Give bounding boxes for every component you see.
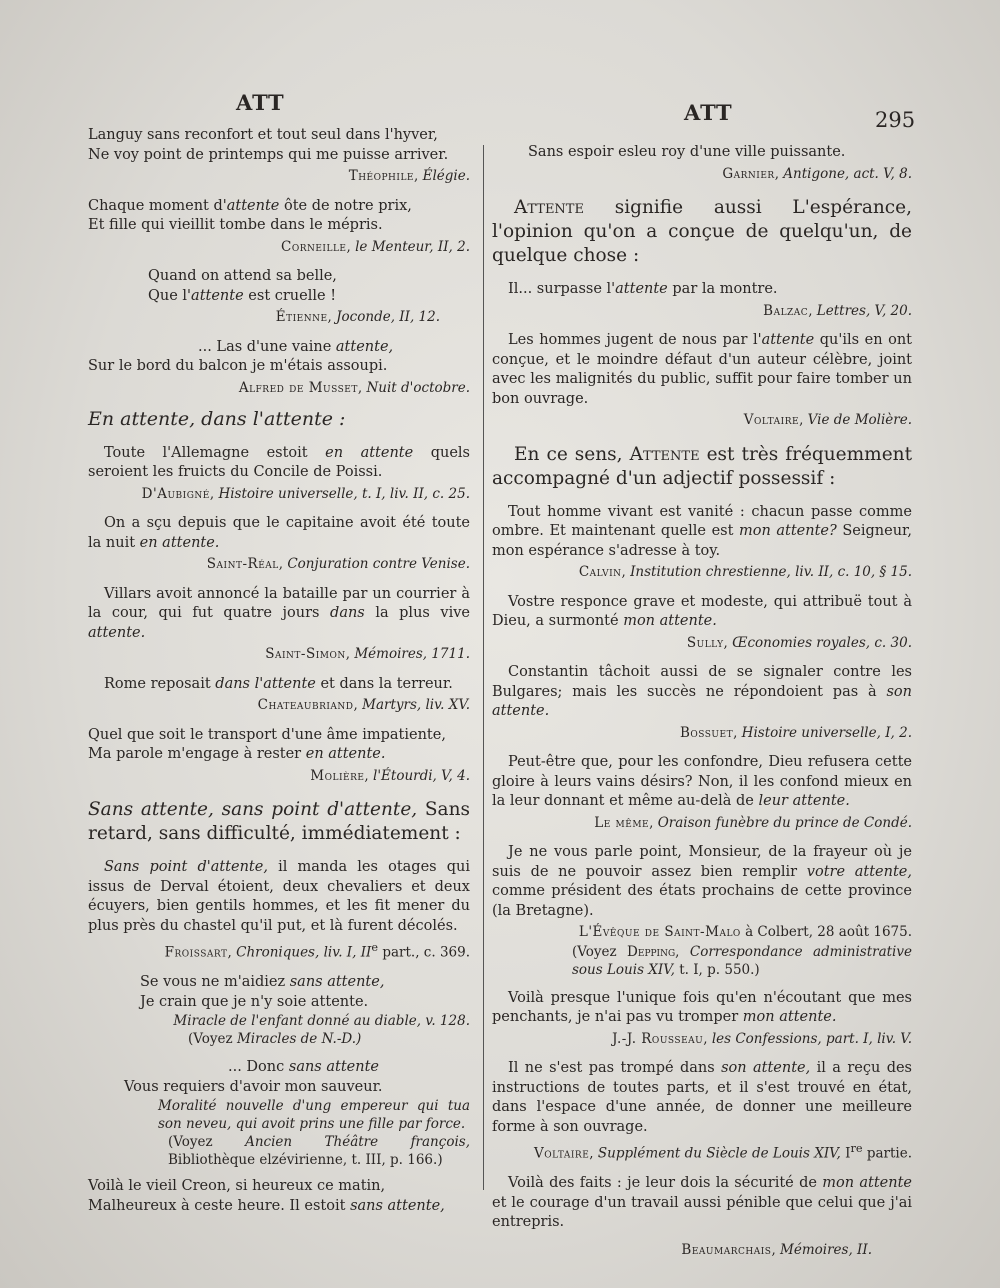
quote-verse: Ne voy point de printemps qui me puisse arriver.	[88, 146, 449, 163]
citation: Corneille, le Menteur, II, 2.	[280, 238, 470, 255]
citation: D'Aubigné, Histoire universelle, t. I, liv. II, c. 25.	[141, 485, 470, 502]
left-column	[88, 126, 470, 1216]
quote-verse: Chaque moment d'attente ôte de notre prix,	[88, 197, 412, 214]
citation: Voltaire, Supplément du Siècle de Louis XIV, Ire partie.	[534, 1142, 912, 1162]
citation: Bossuet, Histoire universelle, I, 2.	[679, 724, 912, 741]
citation: Calvin, Institution chrestienne, liv. II, c. 10, § 15.	[578, 564, 912, 580]
section-heading: En ce sens, Attente est très fréquemment accompagné d'un adjectif possessif :	[492, 443, 913, 489]
quote-prose: Constantin tâchoit aussi de se signaler contre les Bulgares; mais les succès ne répondoient pas à son attente.	[492, 664, 912, 719]
right-column	[492, 143, 912, 1270]
quote-prose: Les hommes jugent de nous par l'attente qu'ils en ont conçue, et le moindre défaut d'un auteur célèbre, joint avec les malignités du public, suffit pour faire tomber un bon ouvrage.	[492, 332, 912, 407]
quote-verse: Ma parole m'engage à rester en attente.	[88, 746, 386, 762]
section-heading: En attente, dans l'attente :	[88, 408, 346, 430]
quote-verse: Voilà le vieil Creon, si heureux ce matin,	[88, 1178, 386, 1194]
quote-verse: Malheureux à ceste heure. Il estoit sans attente,	[88, 1197, 445, 1214]
quote-verse: Sur le bord du balcon je m'étais assoupi.	[88, 358, 388, 374]
left-running-head: ATT	[236, 90, 285, 115]
section-heading: Sans attente, sans point d'attente, Sans retard, sans difficulté, immédiatement :	[88, 799, 470, 844]
citation: Étienne, Joconde, II, 12.	[275, 309, 440, 325]
page-number: 295	[875, 108, 916, 132]
quote-prose: Peut-être que, pour les confondre, Dieu refusera cette gloire à leurs vains désirs? Non, il les confond mieux en la leur donnant et même au-delà de leur attente.	[492, 754, 912, 809]
citation: Chateaubriand, Martyrs, liv. XV.	[257, 697, 470, 713]
citation: L'Évêque de Saint-Malo à Colbert, 28 août 1675.	[578, 924, 912, 940]
citation: Moralité nouvelle d'ung empereur qui tua son neveu, qui avoit prins une fille par force.	[158, 1098, 470, 1132]
quote-verse: Quel que soit le transport d'une âme impatiente,	[88, 726, 446, 743]
citation: Saint-Simon, Mémoires, 1711.	[265, 646, 470, 662]
citation: Beaumarchais, Mémoires, II.	[681, 1241, 872, 1258]
citation: Saint-Réal, Conjuration contre Venise.	[206, 556, 470, 572]
quote-verse: Et fille qui vieillit tombe dans le mépris.	[88, 217, 383, 233]
citation: Alfred de Musset, Nuit d'octobre.	[238, 379, 470, 396]
quote-verse: Que l'attente est cruelle !	[148, 287, 337, 304]
citation: Le même, Oraison funèbre du prince de Condé.	[594, 814, 912, 831]
quote-prose: Sans point d'attente, il manda les otages qui issus de Derval étoient, deux chevaliers et deux écuyers, bien gentils hommes, et les fit mener du plus près du chastel qu'il put, et là furent décolés.	[88, 859, 470, 934]
citation: (Voyez Ancien Théâtre françois, Bibliothèque elzévirienne, t. III, p. 166.)	[168, 1134, 470, 1168]
quote-verse: ... Donc sans attente	[228, 1059, 379, 1075]
quote-verse: Vous requiers d'avoir mon sauveur.	[124, 1078, 383, 1095]
quote-verse: ... Las d'une vaine attente,	[198, 338, 394, 355]
quote-prose: Vostre responce grave et modeste, qui attribuë tout à Dieu, a surmonté mon attente.	[492, 593, 912, 629]
quote-prose: Il ne s'est pas trompé dans son attente, il a reçu des instructions de toutes parts, et il s'est trouvé en état, dans l'espace d'une année, de donner une meilleure forme à son ouvrage.	[492, 1060, 912, 1135]
right-running-head: ATT	[684, 100, 733, 125]
citation: Voltaire, Vie de Molière.	[743, 412, 912, 428]
citation: Sully, Œconomies royales, c. 30.	[686, 634, 912, 651]
section-heading: Attente signifie aussi L'espérance, l'opinion qu'on a conçue de quelqu'un, de quelque chose :	[492, 197, 912, 266]
quote-verse: Se vous ne m'aidiez sans attente,	[140, 974, 385, 990]
citation: Garnier, Antigone, act. V, 8.	[722, 165, 912, 182]
citation: Froissart, Chroniques, liv. I, IIe part., c. 369.	[164, 941, 470, 961]
quote-prose: Toute l'Allemagne estoit en attente quels seroient les fruicts du Concile de Poissi.	[88, 444, 470, 480]
quote-prose: Voilà presque l'unique fois qu'en n'écoutant que mes penchants, je n'ai pas vu tromper mon attente.	[492, 989, 912, 1025]
column-rule	[483, 145, 484, 1190]
quote-prose: On a sçu depuis que le capitaine avoit été toute la nuit en attente.	[88, 515, 470, 551]
citation: J.-J. Rousseau, les Confessions, part. I, liv. V.	[612, 1030, 912, 1047]
citation: Miracle de l'enfant donné au diable, v. 128.	[173, 1013, 470, 1029]
quote-prose: Voilà des faits : je leur dois la sécurité de mon attente et le courage d'un travail aussi pénible que celui que j'ai entrepris.	[492, 1175, 913, 1230]
quote-prose: Rome reposait dans l'attente et dans la terreur.	[104, 675, 453, 692]
quote-prose: Tout homme vivant est vanité : chacun passe comme ombre. Et maintenant quelle est mon attente? Seigneur, mon espérance s'adresse à toy.	[492, 503, 912, 559]
quote-prose: Il... surpasse l'attente par la montre.	[508, 281, 778, 297]
quote-prose: Je ne vous parle point, Monsieur, de la frayeur où je suis de ne pouvoir assez bien remplir votre attente, comme président des états prochains de cette province (la Bretagne).	[492, 844, 912, 919]
quote-verse: Languy sans reconfort et tout seul dans l'hyver,	[88, 127, 438, 143]
quote-prose: Villars avoit annoncé la bataille par un courrier à la cour, qui fut quatre jours dans la plus vive attente.	[88, 585, 470, 641]
citation: Molière, l'Étourdi, V, 4.	[310, 767, 470, 784]
citation: (Voyez Miracles de N.-D.)	[188, 1031, 362, 1047]
citation: Balzac, Lettres, V, 20.	[763, 302, 912, 319]
citation: (Voyez Depping, Correspondance administrative sous Louis XIV, t. I, p. 550.)	[572, 943, 912, 978]
quote-verse: Quand on attend sa belle,	[148, 268, 337, 284]
citation: Théophile, Élégie.	[348, 168, 470, 184]
quote-verse: Sans espoir esleu roy d'une ville puissante.	[528, 144, 846, 160]
quote-verse: Je crain que je n'y soie attente.	[140, 993, 369, 1010]
